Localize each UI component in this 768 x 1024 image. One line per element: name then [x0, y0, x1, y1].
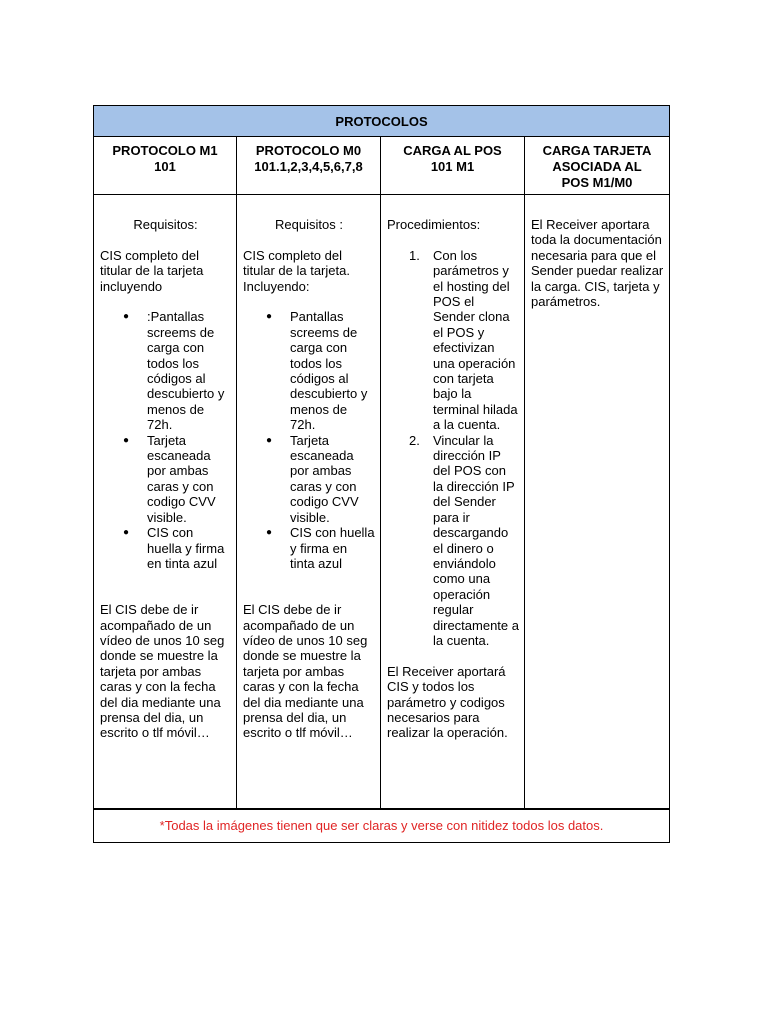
requirements-intro: CIS completo del titular de la tarjeta incluyendo	[100, 247, 204, 294]
receiver-text: El Receiver aportara toda la documentación necesaria para que el Sender puedar realizar la carga. CIS, tarjeta y parámetros.	[531, 217, 664, 310]
table-title: PROTOCOLOS	[94, 106, 670, 137]
footer-note: *Todas la imágenes tienen que ser claras y verse con nitidez todos los datos.	[94, 809, 670, 843]
receiver-note: El Receiver aportará CIS y todos los parámetro y codigos necesarios para realizar la operación.	[387, 663, 508, 741]
video-note: El CIS debe de ir acompañado de un vídeo de unos 10 seg donde se muestre la tarjeta por ambas caras y con la fecha del dia mediante una prensa del dia, un escrito o tlf móvil…	[100, 602, 225, 741]
list-item: ● :Pantallas screems de carga con todos los códigos al descubierto y menos de 72h.	[147, 309, 231, 432]
procedures-list	[387, 248, 519, 649]
procedures-heading: Procedimientos:	[387, 217, 481, 232]
list-item	[409, 247, 519, 433]
header-line: CARGA AL POS	[403, 143, 502, 158]
requirements-heading: Requisitos:	[133, 217, 198, 232]
list-item: ● Tarjeta escaneada por ambas caras y con codigo CVV visible.	[147, 433, 231, 525]
header-carga-al-pos	[381, 137, 525, 195]
header-line: ASOCIADA AL	[552, 159, 642, 174]
header-line: POS M1/M0	[561, 175, 633, 190]
list-item: ● CIS con huella y firma en tinta azul	[290, 525, 375, 571]
cell-protocolo-m0	[237, 195, 381, 809]
cell-protocolo-m1	[94, 195, 237, 809]
step-number: 1.	[409, 247, 420, 263]
requirements-intro: CIS completo del titular de la tarjeta. Incluyendo:	[243, 247, 350, 294]
cell-carga-tarjeta	[525, 195, 670, 809]
step-number: 2.	[409, 432, 420, 448]
cell-carga-al-pos	[381, 195, 525, 809]
header-line: 101.1,2,3,4,5,6,7,8	[254, 159, 363, 174]
header-line: PROTOCOLO M0	[255, 143, 362, 158]
header-protocolo-m1	[94, 137, 237, 195]
header-line: PROTOCOLO M1	[112, 143, 218, 158]
requirements-list	[100, 309, 231, 571]
header-protocolo-m0	[237, 137, 381, 195]
requirements-list	[243, 309, 375, 571]
step-text: Vincular la dirección IP del POS con la dirección IP del Sender para ir descargando el dinero o enviándolo como una operación regular directamente a la cuenta.	[433, 432, 519, 648]
header-line: 101	[154, 159, 176, 174]
header-line: 101 M1	[430, 159, 475, 174]
step-text: Con los parámetros y el hosting del POS el Sender clona el POS y efectivizan una operación con tarjeta bajo la terminal hilada a la cuenta.	[433, 247, 518, 433]
list-item	[409, 432, 519, 649]
header-carga-tarjeta	[525, 137, 670, 195]
list-item: ● Tarjeta escaneada por ambas caras y con codigo CVV visible.	[290, 433, 375, 525]
list-item: ● Pantallas screems de carga con todos los códigos al descubierto y menos de 72h.	[290, 309, 375, 432]
video-note: El CIS debe de ir acompañado de un vídeo de unos 10 seg donde se muestre la tarjeta por ambas caras y con la fecha del dia mediante una prensa del dia, un escrito o tlf móvil…	[243, 602, 368, 741]
requirements-heading: Requisitos :	[275, 217, 343, 232]
list-item: ● CIS con huella y firma en tinta azul	[147, 525, 231, 571]
protocols-table	[93, 105, 670, 843]
header-line: CARGA TARJETA	[542, 143, 652, 158]
